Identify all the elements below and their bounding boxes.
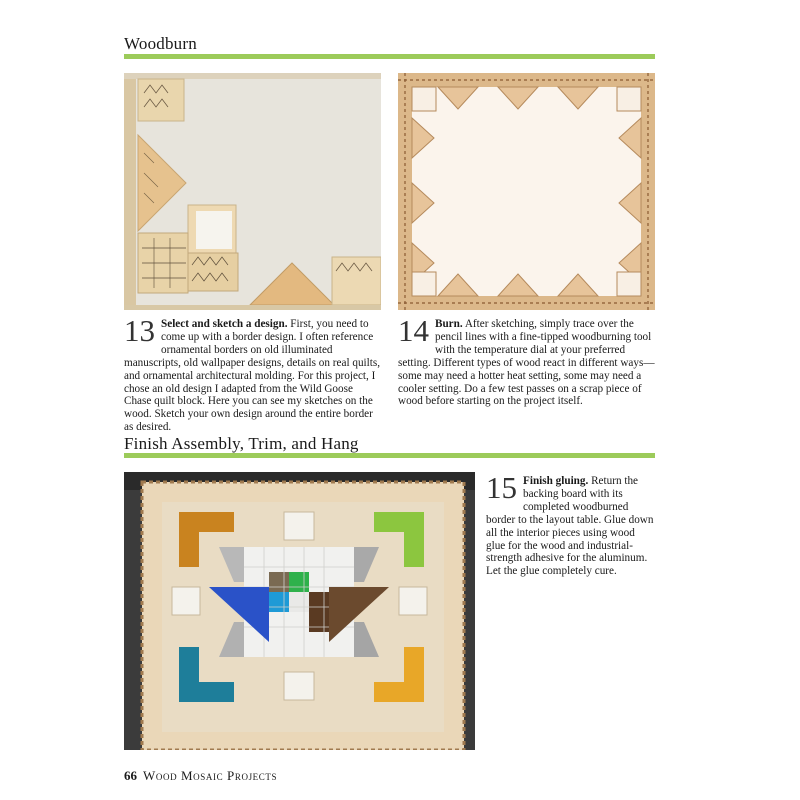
page-number: 66 — [124, 768, 137, 783]
step-body: After sketching, simply trace over the pencil lines with a fine-tipped woodburning tool with the temperature dial at your preferred setting. Different types of wood react in different ways—some may need a hotter heat setting, some may need a cooler setting. Do a few test passes on a scrap piece of wood before starting on the project itself. — [398, 318, 655, 408]
photo-finished-mosaic — [124, 472, 475, 750]
step-number: 15 — [486, 470, 517, 505]
section-title-finish: Finish Assembly, Trim, and Hang — [124, 434, 359, 453]
section-title-woodburn: Woodburn — [124, 34, 197, 53]
step-14 — [398, 313, 655, 408]
step-number: 13 — [124, 313, 155, 348]
step-heading: Burn. — [435, 318, 463, 330]
book-title: Wood Mosaic Projects — [143, 768, 278, 783]
photo-burned-border — [398, 73, 655, 310]
step-body: Return the backing board with its completed woodburned border to the layout table. Glue down all the interior pieces using wood glue for the wood and industrial-strength adhesive for the aluminum. Let the glue completely cure. — [486, 475, 654, 578]
step-body: First, you need to come up with a border design. I often reference ornamental borders on old illuminated manuscripts, old wallpaper designs, details on real quilts, and ornamental architectural molding. For this project, I chose an old design I adapted from the Wild Goose Chase quilt block. Here you can see my sketches on the wood. Sketch your own design around the entire border as desired. — [124, 318, 381, 434]
step-13 — [124, 313, 381, 434]
section-rule-finish — [124, 453, 655, 458]
page-footer — [124, 768, 277, 784]
section-rule-woodburn — [124, 54, 655, 59]
step-heading: Select and sketch a design. — [161, 318, 288, 330]
step-number: 14 — [398, 313, 429, 348]
photo-sketched-border — [124, 73, 381, 310]
step-15 — [486, 470, 654, 578]
step-heading: Finish gluing. — [523, 475, 589, 487]
